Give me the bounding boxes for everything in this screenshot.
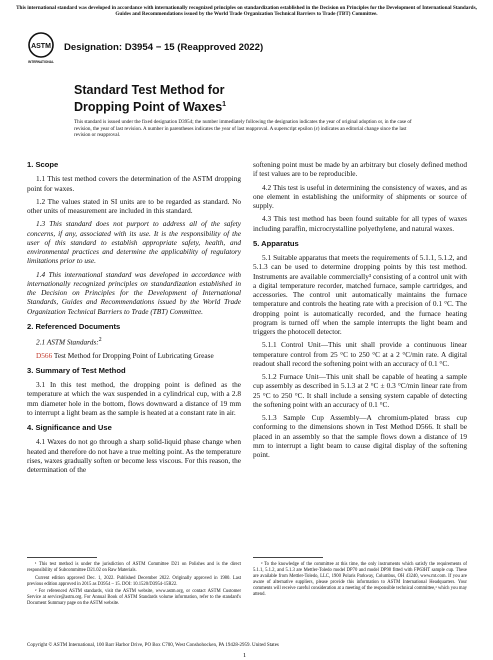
paragraph-5-1-3: 5.1.3 Sample Cup Assembly—A chromium-plated brass cup conforming to the dimensions shown in Test Method D566. It shall be placed in an assembly so that the sample flows down a distance of 19 mm to interrupt a light beam to cause digital display of the softening point.	[253, 413, 467, 459]
section-heading-summary: 3. Summary of Test Method	[27, 365, 126, 375]
reference-link-d566[interactable]: D566	[36, 350, 53, 360]
paragraph-2-1: 2.1 ASTM Standards:$^2$	[36, 337, 102, 347]
footnote-3: ³ To the knowledge of the committee at this time, the only instruments which satisfy the requirements of 5.1.1, 5.1.2, and 5.1.3 are Mettler-Toledo model DP70 and model DP90 fitted with FP63HT sample cup. These are available from Mettler-Toledo, LLC, 1900 Polaris Parkway, Columbus, OH 43240, www.mt.com. If you are aware of alternative suppliers, please provide this information to ASTM International Headquarters. Your comments will receive careful consideration at a meeting of the responsible technical committee,¹ which you may attend.	[253, 562, 467, 597]
paragraph-5-1-2: 5.1.2 Furnace Unit—This unit shall be capable of heating a sample cup assembly as described in 5.1.3 at 2 °C ± 0.3 °C/min linear rate from 25 °C to 250 °C. It shall include a sensing system capable of detecting the softening point with an accuracy of 0.1 °C.	[253, 372, 467, 409]
paragraph-4-2: 4.2 This test is useful in determining the consistency of waxes, and as one element in establishing the uniformity of shipments or source of supply.	[253, 182, 467, 210]
paragraph-3-1: 3.1 In this test method, the dropping point is defined as the temperature at which the wax suspended in a cylindrical cup, with a 2.8 mm diameter hole in the bottom, flows downward a distance of 19 mm to interrupt a light beam as the sample is heated at a constant rate in air.	[27, 380, 241, 417]
title-line-1: Standard Test Method for	[74, 83, 225, 97]
paragraph-4-3: 4.3 This test method has been found suitable for all types of waxes including paraffin, microcrystalline polyethylene, and natural waxes.	[253, 214, 467, 233]
paragraph-5-1-1: 5.1.1 Control Unit—This unit shall provide a continuous linear temperature control from 25 °C to 250 °C at a 2 °C/min rate. A digital readout shall record the softening point with an accuracy of 0.1 °C.	[253, 340, 467, 368]
footnote-1: ¹ This test method is under the jurisdiction of ASTM Committee D21 on Polishes and is the direct responsibility of Subcommittee D21.02 on Raw Materials.	[27, 562, 241, 573]
standard-note: This standard is issued under the fixed designation D3954; the number immediately following the designation indicates the year of original adoption or, in the case of revision, the year of last revision. A number in parentheses indicates the year of last reapproval. A superscript epsilon (ε) indicates an editorial change since the last revision or reapproval.	[74, 119, 412, 138]
section-heading-referenced-documents: 2. Referenced Documents	[27, 321, 121, 331]
title-footnote-ref[interactable]: 1	[222, 100, 227, 108]
section-heading-significance: 4. Significance and Use	[27, 423, 112, 433]
left-column	[27, 160, 241, 478]
document-title	[74, 83, 226, 114]
title-line-2: Dropping Point of Waxes$^1$	[74, 99, 227, 114]
paragraph-1-4: 1.4 This international standard was developed in accordance with internationally recognized principles on standardization established in the Decision on Principles for the Development of International Standards, Guides and Recommendations issued by the World Trade Organization Technical Barriers to Trade (TBT) Committee.	[27, 269, 241, 316]
paragraph-4-1-continued: softening point must be made by an arbitrary but closely defined method if test values are to be reproducible.	[253, 160, 467, 179]
footnotes-right	[253, 562, 467, 600]
paragraph-1-2: 1.2 The values stated in SI units are to be regarded as standard. No other units of measurement are included in this standard.	[27, 196, 241, 215]
designation: Designation: D3954 − 15 (Reapproved 2022)	[64, 42, 264, 53]
section-heading-apparatus: 5. Apparatus	[253, 238, 299, 248]
paragraph-4-1: 4.1 Waxes do not go through a sharp solid-liquid phase change when heated and therefore do not have a true melting point. As the temperature rises, waxes gradually soften or become less viscous. For this reason, the determination of the	[27, 437, 241, 475]
paragraph-5-1: 5.1 Suitable apparatus that meets the requirements of 5.1.1, 5.1.2, and 5.1.3 can be used to determine dropping points by this test method. Instruments are available commercially³ consisting of a control unit with a digital temperature recorder, matched furnace, sample cartridges, and accessories. The control unit automatically maintains the furnace temperature and controls the heating rate with a precision of 0.1 °C. The dropping point is automatically recorded, and the furnace heating program is turned off when the sample interrupts the light beam and triggers the photocell detector.	[253, 253, 467, 336]
right-column	[253, 160, 467, 463]
paragraph-1-3: 1.3 This standard does not purport to address all of the safety concerns, if any, associated with its use. It is the responsibility of the user of this standard to establish appropriate safety, health, and environmental practices and determine the applicability of regulatory limitations prior to use.	[27, 219, 241, 266]
section-heading-scope: 1. Scope	[27, 160, 59, 169]
svg-text:ASTM: ASTM	[31, 43, 51, 50]
copyright-line: Copyright © ASTM International, 100 Barr Harbor Drive, PO Box C700, West Conshohocken, PA 19428-2959. United States	[27, 643, 279, 648]
astm-logo	[28, 32, 54, 66]
page-number: 1	[243, 652, 247, 659]
reference-d566: D566 Test Method for Dropping Point of Lubricating Grease	[36, 350, 214, 360]
svg-text:INTERNATIONAL: INTERNATIONAL	[28, 60, 54, 64]
footnote-1-edition: Current edition approved Dec. 1, 2022. Published December 2022. Originally approved in 1980. Last previous edition approved in 2015 as D3954 – 15. DOI: 10.1520/D3954-15R22.	[27, 575, 241, 587]
standards-banner: This international standard was developed in accordance with internationally recognized principles on standardization established in the Decision on Principles for the Development of International Standards, Guides and Recommendations issued by the World Trade Organization Technical Barriers to Trade (TBT) Committee.	[16, 5, 477, 18]
footnote-rule-right	[253, 557, 323, 558]
footnote-2: ² For referenced ASTM standards, visit the ASTM website, www.astm.org, or contact ASTM Customer Service at service@astm.org. For Annual Book of ASTM Standards volume information, refer to the standard's Document Summary page on the ASTM website.	[27, 589, 241, 606]
footnote-rule-left	[27, 557, 97, 558]
footnotes-left	[27, 562, 241, 609]
paragraph-1-1: 1.1 This test method covers the determination of the ASTM dropping point for waxes.	[27, 174, 241, 193]
footnote-ref-2[interactable]: 2	[98, 337, 102, 343]
